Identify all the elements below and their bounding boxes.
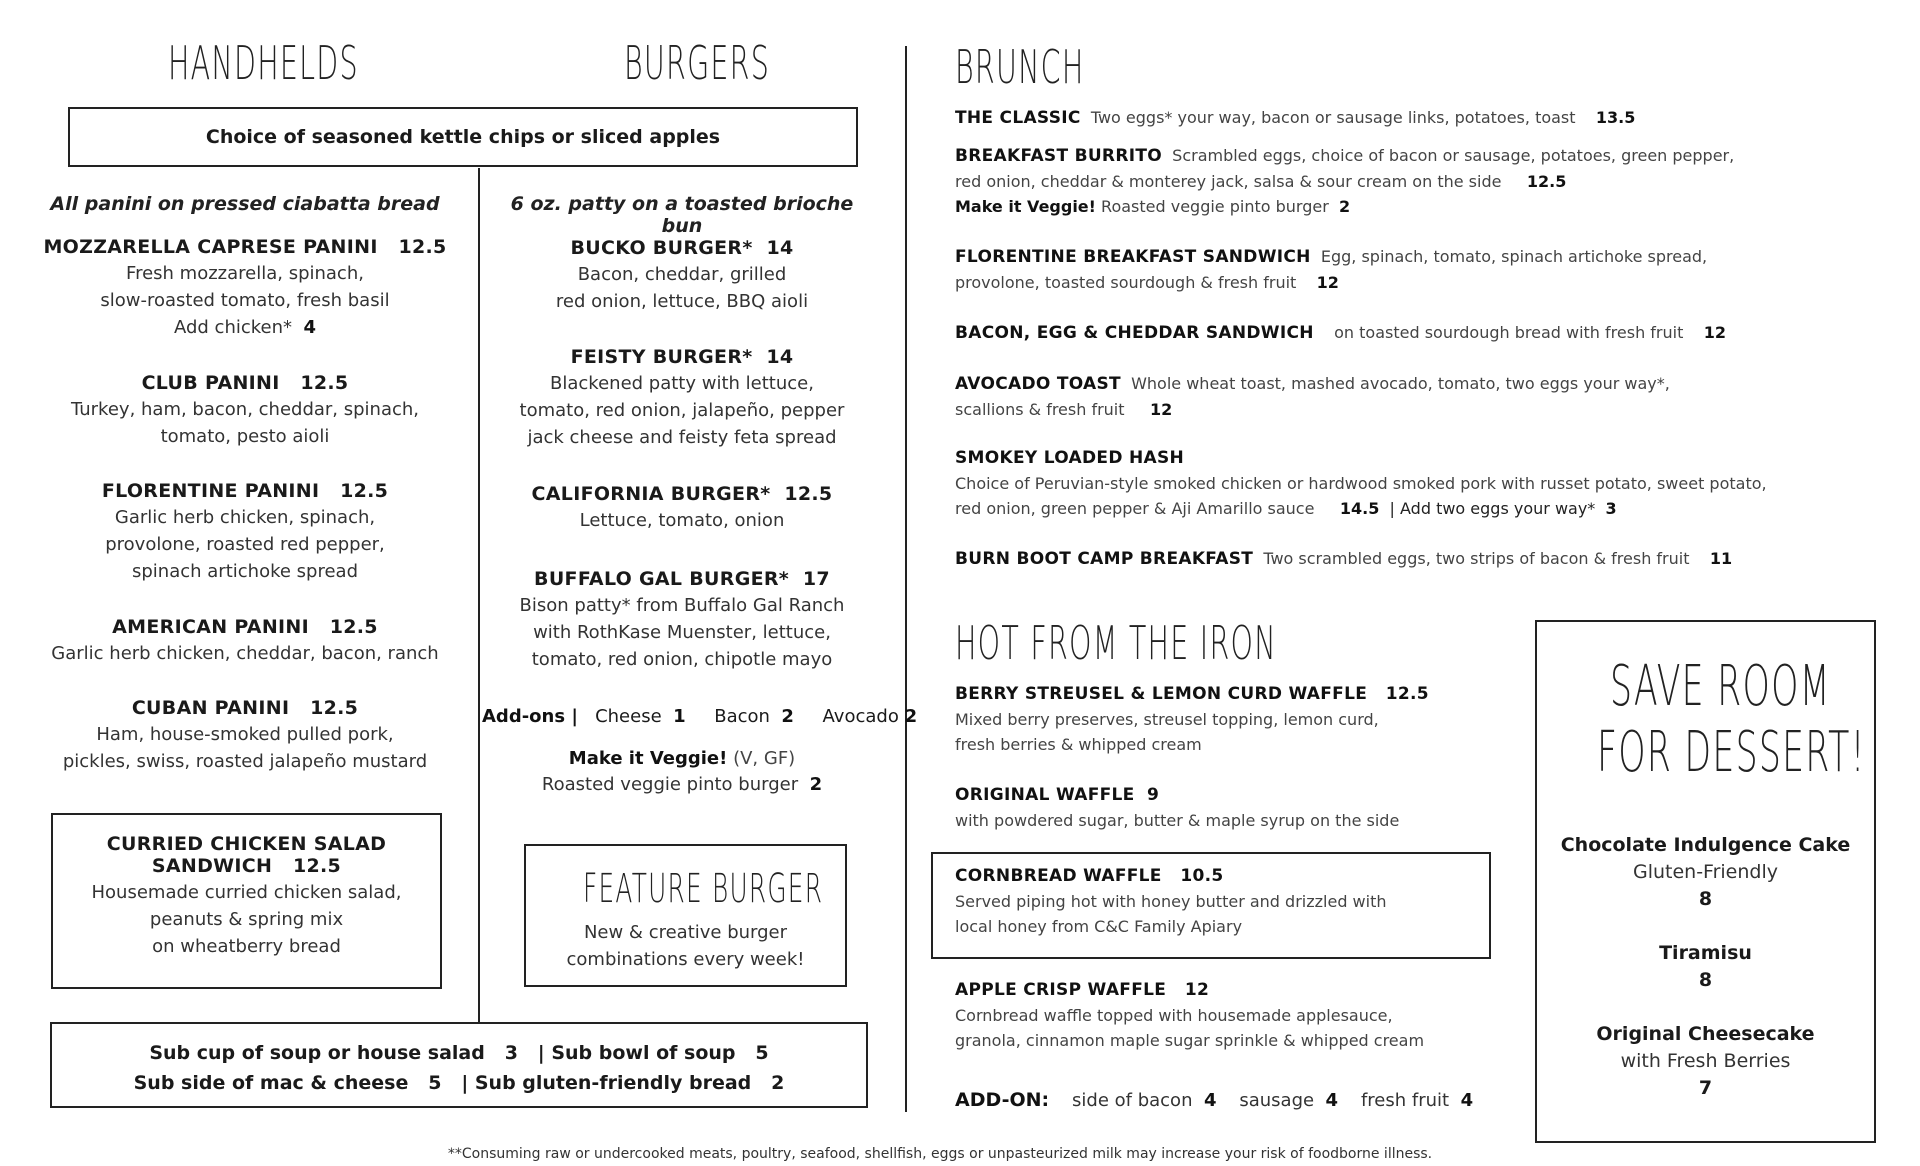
item-price: 12.5 [1526,172,1567,191]
feature-burger-desc: New & creative burger [583,922,788,943]
item-price: 12 [1316,273,1339,292]
item-name: THE CLASSIC [955,108,1081,128]
item-desc: jack cheese and feisty feta spread [527,427,837,448]
dessert-price: 8 [1698,969,1713,991]
addon-name: sausage [1239,1090,1315,1111]
dessert-name: Chocolate Indulgence Cake [1560,834,1851,856]
item-price: 14.5 [1339,499,1380,518]
dessert-name: Original Cheesecake [1596,1023,1815,1045]
item-desc: Bison patty* from Buffalo Gal Ranch [519,595,845,616]
item-desc: with RothKase Muenster, lettuce, [533,622,831,643]
dessert-box [1535,620,1876,1143]
item-price: 12.5 [1385,684,1429,704]
footer-disclaimer: **Consuming raw or undercooked meats, poultry, seafood, shellfish, eggs or unpasteurized milk may increase your risk of foodborne illness. [447,1146,1433,1162]
item-price: 17 [802,568,830,590]
item-desc: Two scrambled eggs, two strips of bacon & fresh fruit [1263,549,1690,568]
dessert-price: 8 [1698,888,1713,910]
item-desc: local honey from C&C Family Apiary [955,917,1243,936]
sub-option: Sub side of mac & cheese [133,1072,409,1094]
item-desc: Blackened patty with lettuce, [550,373,814,394]
veggie-label: Make it Veggie! [955,197,1096,216]
addon-name: side of bacon [1072,1090,1193,1111]
item-desc: Scrambled eggs, choice of bacon or sausage, potatoes, green pepper, [1172,146,1735,165]
dessert-price: 7 [1698,1077,1713,1099]
item-desc: peanuts & spring mix [149,909,344,930]
item-name: BURN BOOT CAMP BREAKFAST [955,549,1254,569]
item-name: MOZZARELLA CAPRESE PANINI [43,236,378,258]
item-price: 11 [1709,549,1733,568]
addon-price: 2 [781,706,794,727]
brunch-item-burrito [955,143,1885,219]
dessert-item [1537,1021,1874,1102]
item-price: 12 [1703,323,1726,342]
handheld-item-american [30,616,460,667]
handheld-item-club [30,372,460,450]
dessert-name: Tiramisu [1659,942,1752,964]
waffle-item-apple-crisp [955,978,1515,1053]
handheld-item-florentine [30,480,460,585]
item-price: 12.5 [300,372,349,394]
item-desc: Whole wheat toast, mashed avocado, tomato, two eggs your way*, [1131,374,1670,393]
item-desc: Mixed berry preserves, streusel topping, lemon curd, [955,710,1379,729]
item-desc: pickles, swiss, roasted jalapeño mustard [62,751,428,772]
item-extra: | Add two eggs your way* [1389,499,1596,518]
item-name: AVOCADO TOAST [955,374,1121,394]
item-price: 12.5 [329,616,378,638]
item-name: BACON, EGG & CHEDDAR SANDWICH [955,323,1314,343]
section-title-brunch: BRUNCH [955,40,1085,94]
item-desc: Lettuce, tomato, onion [579,510,785,531]
sub-option: | Sub bowl of soup [537,1042,736,1064]
item-desc: fresh berries & whipped cream [955,735,1202,754]
item-price: 12 [1149,400,1173,419]
burger-veggie [490,746,874,798]
item-price: 12.5 [293,855,342,877]
item-desc: scallions & fresh fruit [955,400,1125,419]
item-price: 9 [1147,785,1160,805]
item-price: 12 [1184,980,1210,1000]
dessert-title-line1: SAVE ROOM [1610,654,1831,719]
dessert-sub: Gluten-Friendly [1632,861,1779,883]
item-desc: tomato, red onion, jalapeño, pepper [519,400,845,421]
handhelds-subtitle: All panini on pressed ciabatta bread [50,193,440,215]
feature-burger-desc: combinations every week! [566,949,805,970]
section-title-handhelds: HANDHELDS [168,36,359,90]
item-desc: Bacon, cheddar, grilled [577,264,787,285]
item-extra-price: 3 [1605,499,1617,518]
handheld-item-cuban [30,697,460,775]
item-desc: Cornbread waffle topped with housemade applesauce, [955,1006,1393,1025]
item-desc: provolone, roasted red pepper, [105,534,385,555]
waffle-item-berry-streusel [955,682,1515,757]
item-desc: Ham, house-smoked pulled pork, [96,724,394,745]
burgers-subtitle: 6 oz. patty on a toasted brioche bun [510,193,854,237]
addon-name: Avocado [822,706,899,727]
item-name: CALIFORNIA BURGER* [531,483,771,505]
dessert-item [1537,940,1874,994]
brunch-item-florentine [955,244,1885,295]
item-name: ORIGINAL WAFFLE [955,785,1135,805]
item-name: BUCKO BURGER* [570,237,753,259]
burger-item-california [490,483,874,534]
item-desc: on toasted sourdough bread with fresh fruit [1334,323,1684,342]
item-desc: on wheatberry bread [152,936,341,957]
item-name: FEISTY BURGER* [570,346,753,368]
item-price: 13.5 [1595,108,1636,127]
sides-choice-box [68,107,858,167]
sides-substitution-box [50,1022,868,1108]
item-desc: with powdered sugar, butter & maple syrup on the side [955,811,1400,830]
item-desc: granola, cinnamon maple sugar sprinkle & whipped cream [955,1031,1425,1050]
item-name: CURRIED CHICKEN SALAD [106,833,387,855]
waffle-addons [955,1089,1473,1111]
sub-price: 5 [755,1042,769,1064]
item-price: 12.5 [784,483,833,505]
item-desc: tomato, red onion, chipotle mayo [531,649,833,670]
item-name: SMOKEY LOADED HASH [955,448,1185,468]
item-desc: Two eggs* your way, bacon or sausage links, potatoes, toast [1090,108,1576,127]
veggie-price: 2 [809,774,823,795]
sub-option: Sub cup of soup or house salad [149,1042,485,1064]
item-name: BUFFALO GAL BURGER* [534,568,790,590]
addon-name: Bacon [714,706,770,727]
item-name: SANDWICH [151,855,273,877]
item-desc: Fresh mozzarella, spinach, [126,263,364,284]
item-price: 12.5 [340,480,389,502]
sub-option: | Sub gluten-friendly bread [461,1072,752,1094]
addon-price: 2 [904,706,918,727]
item-price: 12.5 [310,697,359,719]
item-price: 12.5 [398,236,447,258]
item-name: CLUB PANINI [141,372,280,394]
section-title-hot-from-iron: HOT FROM THE IRON [955,616,1277,670]
item-desc: spinach artichoke spread [132,561,358,582]
burger-item-feisty [490,346,874,451]
veggie-price: 2 [1338,197,1351,216]
addon-price: 4 [1325,1090,1339,1111]
divider-left [478,168,480,1024]
item-name: BERRY STREUSEL & LEMON CURD WAFFLE [955,684,1368,704]
item-price: 14 [766,237,794,259]
dessert-title-line2: FOR DESSERT! [1597,720,1866,785]
waffle-item-cornbread [955,864,1475,939]
item-addon: Add chicken* 4 [173,317,317,338]
item-price: 10.5 [1180,866,1224,886]
addon-price: 4 [1203,1090,1217,1111]
brunch-item-avocado-toast [955,371,1885,422]
addon-name: Cheese [595,706,662,727]
veggie-desc: Roasted veggie pinto burger [541,774,799,795]
section-title-burgers: BURGERS [624,36,771,90]
addons-label: Add-ons | [482,706,578,727]
item-desc: red onion, lettuce, BBQ aioli [555,291,809,312]
feature-burger-title: FEATURE BURGER [583,866,824,912]
brunch-item-smokey-hash [955,446,1885,521]
item-desc: tomato, pesto aioli [160,426,330,447]
item-name: BREAKFAST BURRITO [955,146,1162,166]
item-desc: slow-roasted tomato, fresh basil [100,290,390,311]
sides-choice-text: Choice of seasoned kettle chips or sliced apples [205,126,721,148]
sub-price: 3 [504,1042,518,1064]
item-name: APPLE CRISP WAFFLE [955,980,1167,1000]
item-desc: Garlic herb chicken, cheddar, bacon, ranch [51,643,439,664]
sub-price: 5 [428,1072,442,1094]
item-name: FLORENTINE BREAKFAST SANDWICH [955,247,1311,267]
burger-addons [482,706,918,727]
item-desc: Egg, spinach, tomato, spinach artichoke spread, [1320,247,1708,266]
item-name: CORNBREAD WAFFLE [955,866,1162,886]
item-desc: Garlic herb chicken, spinach, [114,507,376,528]
item-price: 14 [766,346,794,368]
feature-burger-box [524,844,847,987]
veggie-label: Make it Veggie! [568,748,728,769]
veggie-tag: (V, GF) [733,748,796,769]
item-desc: Turkey, ham, bacon, cheddar, spinach, [70,399,420,420]
veggie-desc: Roasted veggie pinto burger [1101,197,1329,216]
dessert-item [1537,832,1874,913]
item-desc: Housemade curried chicken salad, [91,882,402,903]
addon-price: 1 [673,706,686,727]
burger-item-bucko [490,237,874,315]
burger-item-buffalo-gal [490,568,874,673]
brunch-item-bacon-egg-cheddar [955,320,1885,346]
waffle-addon-label: ADD-ON: [955,1089,1050,1111]
addon-name: fresh fruit [1360,1090,1450,1111]
handheld-item-mozzarella [30,236,460,341]
item-name: AMERICAN PANINI [112,616,309,638]
item-name: FLORENTINE PANINI [101,480,320,502]
dessert-sub: with Fresh Berries [1620,1050,1791,1072]
item-desc: red onion, cheddar & monterey jack, salsa & sour cream on the side [955,172,1502,191]
brunch-item-classic [955,105,1885,131]
waffle-item-original [955,783,1515,833]
item-desc: provolone, toasted sourdough & fresh fruit [955,273,1297,292]
item-name: CUBAN PANINI [131,697,290,719]
sub-price: 2 [771,1072,785,1094]
item-desc: red onion, green pepper & Aji Amarillo sauce [955,499,1315,518]
item-desc: Served piping hot with honey butter and drizzled with [955,892,1387,911]
item-desc: Choice of Peruvian-style smoked chicken or hardwood smoked pork with russet potato, sweet potato, [955,474,1767,493]
divider-main [905,46,907,1112]
feature-handheld-box [51,813,442,989]
brunch-item-boot-camp [955,546,1885,572]
addon-price: 4 [1460,1090,1474,1111]
